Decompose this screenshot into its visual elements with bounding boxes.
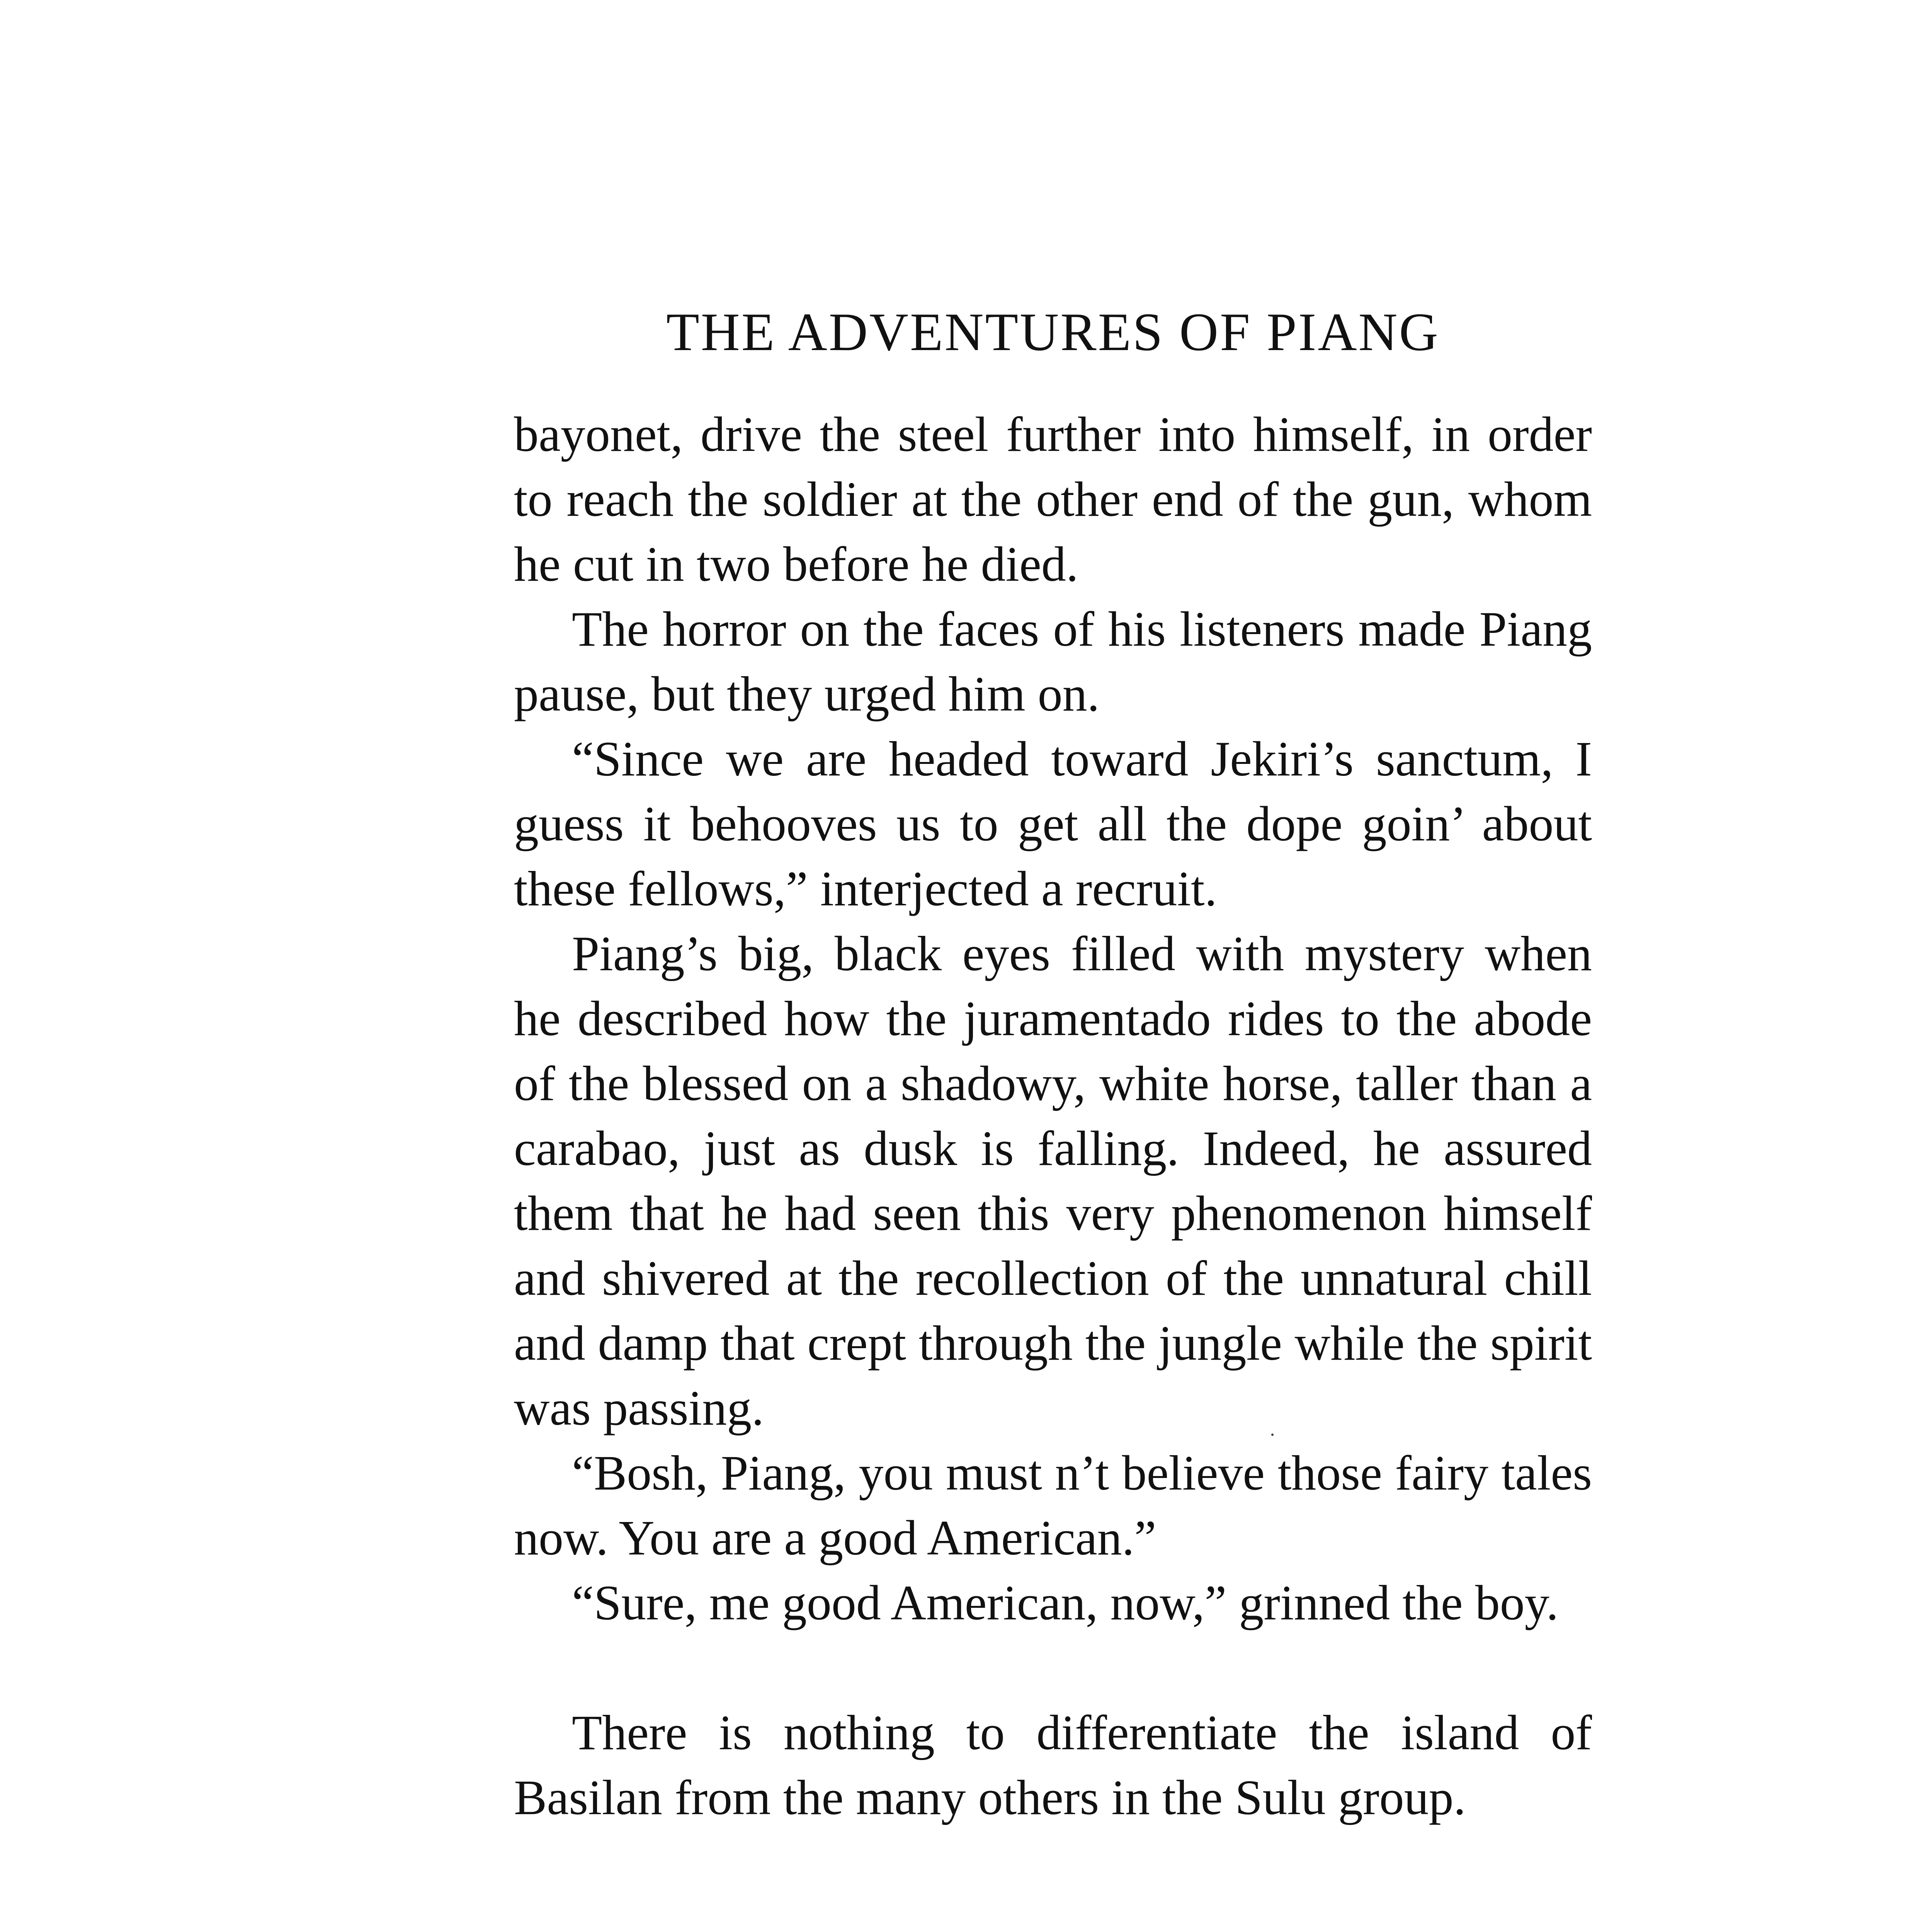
body-text xyxy=(514,402,1592,1830)
paragraph: “Bosh, Piang, you must n’t believe those fairy tales now. You are a good American.” xyxy=(514,1446,1592,1565)
paragraph: Piang’s big, black eyes filled with mystery when he described how the juramentado rides to the abode of the blessed on a shadowy, white horse, taller than a carabao, just as dusk is falling. Indeed, he assured them that he had seen this very phenomenon himself and shivered at the recollection of the unnatural chill and damp that crept through the jungle while the spirit was passing. xyxy=(514,926,1592,1435)
scan-speck xyxy=(1271,1434,1274,1436)
paragraph-continuation: bayonet, drive the steel further into himself, in order to reach the soldier at the other end of the gun, whom he cut in two before he died. xyxy=(514,407,1592,592)
paragraph-new-section: There is nothing to differentiate the island of Basilan from the many others in the Sulu group. xyxy=(514,1705,1592,1825)
paragraph: “Sure, me good American, now,” grinned the boy. xyxy=(572,1575,1559,1630)
running-title: THE ADVENTURES OF PIANG xyxy=(666,302,1440,362)
paragraph: “Since we are headed toward Jekiri’s sanctum, I guess it behooves us to get all the dope goin’ about these fellows,” interjected a recruit. xyxy=(514,731,1592,916)
paragraph: The horror on the faces of his listeners made Piang pause, but they urged him on. xyxy=(514,602,1592,721)
